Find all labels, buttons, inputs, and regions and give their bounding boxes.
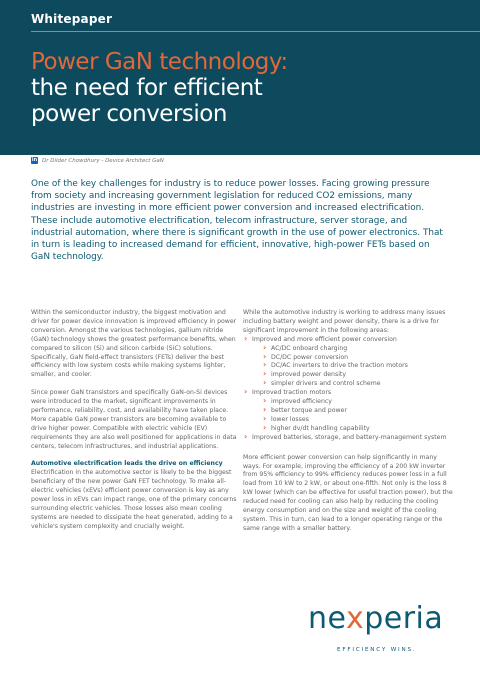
list-item-label: Improved and more efficient power conversion (252, 335, 397, 343)
author-byline (31, 157, 164, 164)
logo-x-mark: x (345, 601, 365, 636)
section-heading: Automotive electrification leads the drive on efficiency (31, 460, 223, 468)
paragraph: Electrification in the automotive sector is likely to be the biggest beneficiary of the new power GaN FET technology. To make all-electric vehicles (xEVs) efficient power conversion is key as any power loss in xEVs can impact range, one of the primary concerns surrounding electric vehicles. Those losses also mean cooling systems are needed to dissipate the heat generated, adding to a vehicle's system complexity and crucially weight. (31, 469, 237, 530)
nexperia-logo (308, 601, 444, 636)
page-title (31, 49, 288, 127)
list-item-label: Improved traction motors (252, 389, 332, 397)
title-line-3: power conversion (31, 101, 227, 127)
sub-list-item: › AC/DC onboard charging (252, 345, 455, 354)
sub-list-item: › higher dv/dt handling capability (252, 425, 455, 434)
sub-list-item: › DC/AC inverters to drive the traction motors (252, 362, 455, 371)
left-column (31, 309, 241, 541)
sub-list (252, 345, 455, 390)
list-item (243, 389, 455, 434)
paragraph: Within the semiconductor industry, the biggest motivation and driver for power device innovation is improved efficiency in power conversion. Amongst the various technologies, gallium nitride (GaN) technology shows the greatest performance benefits, when compared to silicon (Si) and silicon carbide (SiC) solutions. Specifically, GaN field-effect transistors (FETs) deliver the best efficiency with low system costs while making systems lighter, smaller, and cooler. (31, 309, 237, 379)
brand-tagline: EFFICIENCY WINS. (337, 647, 417, 653)
right-column (243, 309, 455, 543)
sub-list-item: › better torque and power (252, 407, 455, 416)
list-item (243, 434, 455, 443)
sub-list-item: › improved power density (252, 371, 455, 380)
paragraph: Since power GaN transistors and specifically GaN-on-Si devices were introduced to the market, significant improvements in performance, reliability, cost, and availability have taken place. More capable GaN power transistors are becoming available to drive higher power. Compatible with electric vehicle (EV) requirements they are also well positioned for applications in data centers, telecom infrastructures, and industrial applications. (31, 389, 237, 450)
list-item (243, 336, 455, 389)
linkedin-icon[interactable]: in (31, 157, 38, 163)
improvement-list (243, 336, 455, 443)
list-item-label: Improved batteries, storage, and battery-management system (252, 433, 447, 441)
sub-list-item: › simpler drivers and control scheme (252, 380, 455, 389)
title-line-1: Power GaN technology: (31, 49, 288, 75)
sub-list-item: › DC/DC power conversion (252, 354, 455, 363)
header-divider (31, 31, 480, 32)
sub-list (252, 398, 455, 434)
paragraph: While the automotive industry is working to address many issues including battery weight and power density, there is a drive for significant improvement in the following areas: (243, 309, 446, 334)
title-line-2: the need for efficient (31, 75, 263, 101)
paragraph: More efficient power conversion can help significantly in many ways. For example, improving the efficiency of a 200 kW inverter from 95% efficiency to 99% efficiency reduces power loss in a full load from 10 kW to 2 kW, or about one-fifth. Not only is the loss 8 kW lower (which can be effective for useful traction power), but the reduced need for cooling can also help by reducing the cooling energy consumption and on the size and weight of the cooling system. This in turn, can lead to a longer operating range or the same range with a smaller battery. (243, 453, 453, 532)
sub-list-item: › improved efficiency (252, 398, 455, 407)
document-type-label: Whitepaper (31, 12, 113, 26)
header-band (0, 0, 480, 155)
logo-text-end: peria (364, 601, 444, 636)
sub-list-item: › lower losses (252, 416, 455, 425)
intro-paragraph: One of the key challenges for industry is to reduce power losses. Facing growing pressure from society and increasing government legislation for reduced CO2 emissions, many industries are investing in more efficient power conversion and increased electrification. These include automotive electrification, telecom infrastructure, server storage, and industrial automation, where there is significant growth in the use of power electronics. That in turn is leading to increased demand for efficient, innovative, high-power FETs based on GaN technology. (31, 179, 443, 263)
logo-text-start: ne (308, 601, 346, 636)
author-name: Dr Dilder Chowdhury - Device Architect GaN (42, 157, 164, 164)
